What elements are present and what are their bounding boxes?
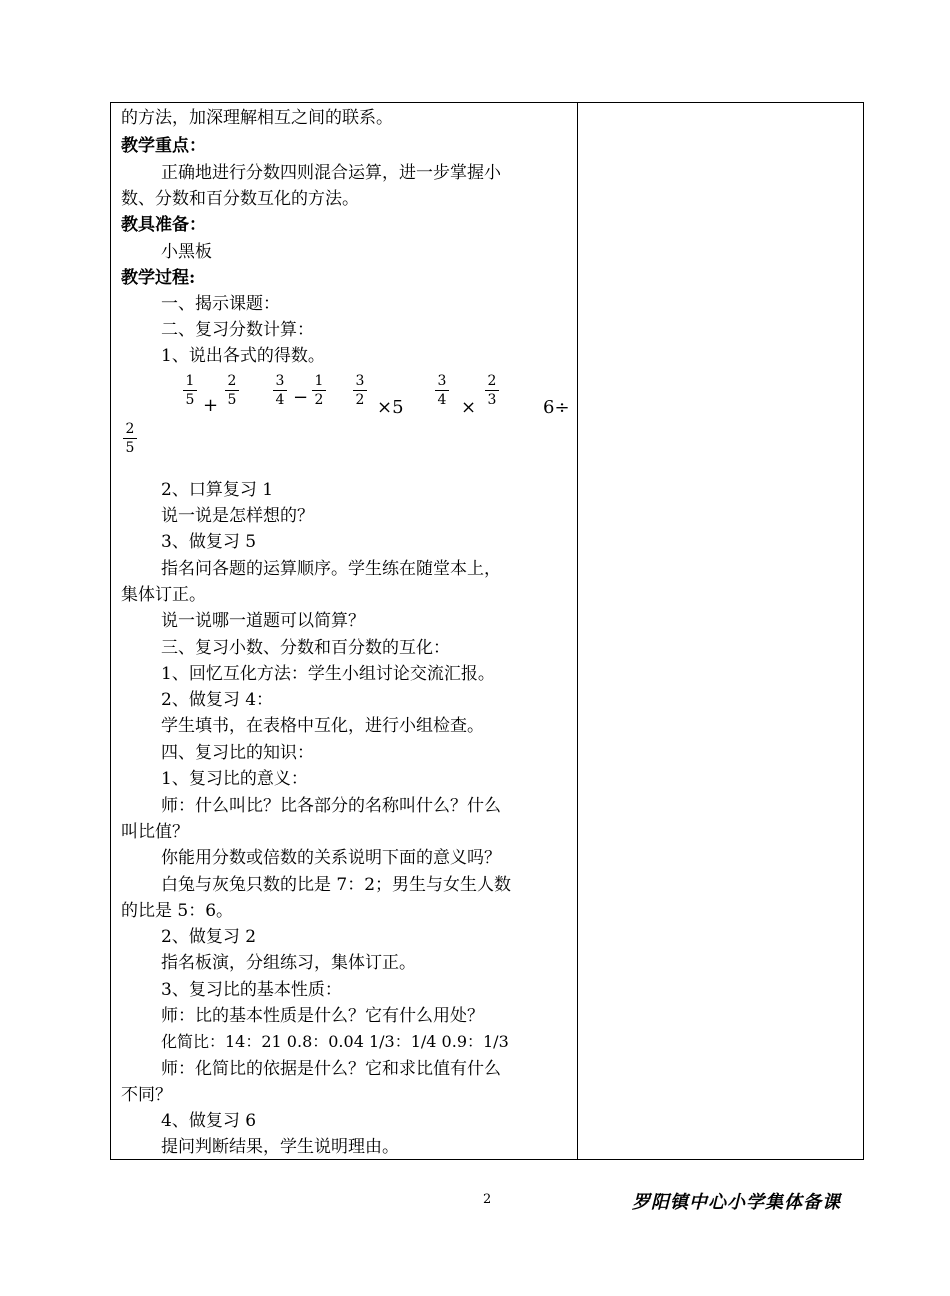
text-line: 四、复习比的知识： [161,743,314,763]
fraction: 2 3 [485,373,499,408]
text-line: 白兔与灰兔只数的比是 7：2；男生与女生人数 [161,875,512,895]
text-line: 指名问各题的运算顺序。学生练在随堂本上， [161,559,501,579]
text-line: 集体订正。 [121,585,206,605]
lesson-table [110,102,864,1160]
page-number: 2 [483,1192,492,1207]
text-line: 师：化简比的依据是什么？它和求比值有什么 [161,1059,501,1079]
heading-materials: 教具准备： [121,215,206,235]
text-line: 化简比：14：21 0.8：0.04 1/3：1/4 0.9：1/3 [161,1032,509,1051]
heading-process: 教学过程: [121,268,196,288]
text-line: 正确地进行分数四则混合运算，进一步掌握小 [161,163,501,183]
text-line: 说一说是怎样想的？ [161,506,314,526]
text-line: 叫比值？ [121,822,189,842]
text-line: 1、回忆互化方法：学生小组讨论交流汇报。 [161,664,495,684]
text-line: 3、复习比的基本性质： [161,980,342,1000]
text-line: 2、做复习 4： [161,690,274,710]
text-line: 师：比的基本性质是什么？它有什么用处？ [161,1006,484,1026]
text-line: 1、复习比的意义： [161,769,308,789]
text-line: 三、复习小数、分数和百分数的互化： [161,638,450,658]
text-line: 不同？ [121,1085,172,1105]
text-line: 1、说出各式的得数。 [161,346,325,366]
text-line: 2、做复习 2 [161,927,257,947]
text-line: 的方法，加深理解相互之间的联系。 [121,108,393,128]
fraction: 2 5 [123,421,137,456]
text-line: 学生填书，在表格中互化，进行小组检查。 [161,716,484,736]
text-line: 3、做复习 5 [161,532,257,552]
text-line: 提问判断结果，学生说明理由。 [161,1137,399,1157]
times-five: ×5 [377,397,404,418]
footer-title: 罗阳镇中心小学集体备课 [632,1192,841,1213]
fraction: 3 2 [353,373,367,408]
text-line: 二、复习分数计算： [161,320,314,340]
text-line: 指名板演，分组练习，集体订正。 [161,953,416,973]
text-line: 2、口算复习 1 [161,480,274,500]
plus-sign: + [203,395,219,416]
text-line: 小黑板 [161,242,212,262]
fraction: 3 4 [273,373,287,408]
text-line: 你能用分数或倍数的关系说明下面的意义吗？ [161,848,501,868]
divide-expression: 6÷ [543,397,570,418]
text-line: 4、做复习 6 [161,1111,257,1131]
fraction: 2 5 [225,373,239,408]
heading-key-points: 教学重点： [121,136,206,156]
minus-sign: − [293,387,309,408]
fraction: 3 4 [435,373,449,408]
text-line: 的比是 5：6。 [121,901,234,921]
text-line: 师：什么叫比？比各部分的名称叫什么？什么 [161,796,501,816]
text-line: 说一说哪一道题可以简算？ [161,611,365,631]
text-line: 一、揭示课题： [161,294,280,314]
fraction: 1 5 [183,373,197,408]
fraction: 1 2 [312,373,326,408]
column-divider [577,103,578,1159]
times-sign: × [461,397,477,418]
text-line: 数、分数和百分数互化的方法。 [121,189,359,209]
